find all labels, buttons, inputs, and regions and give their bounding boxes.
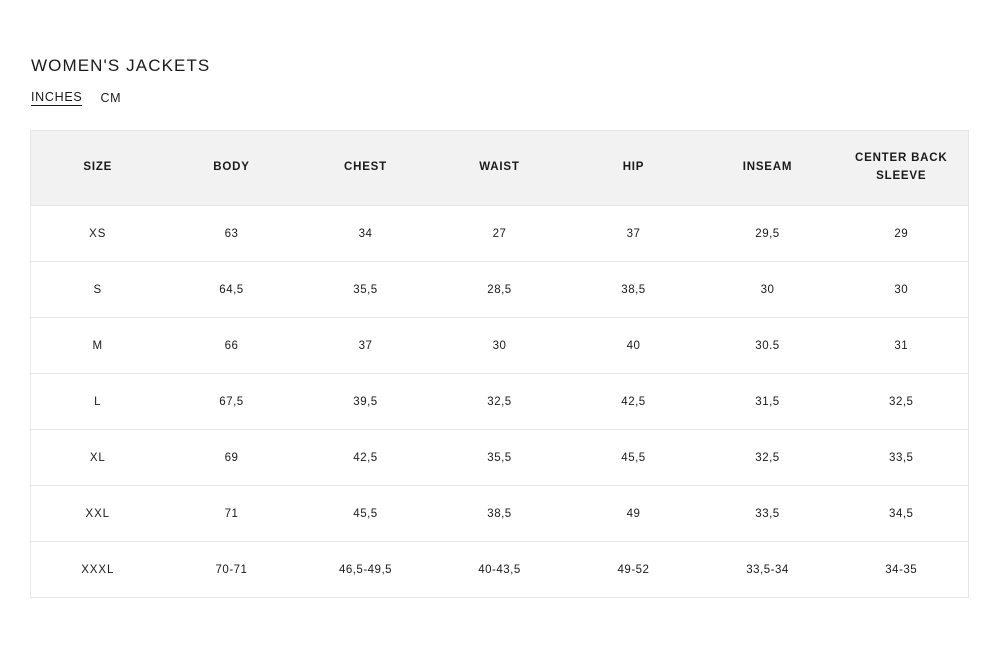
- table-row: [31, 374, 969, 430]
- column-header-body: BODY: [165, 131, 299, 206]
- cell-body: 71: [165, 486, 299, 542]
- cell-waist: 38,5: [433, 486, 567, 542]
- unit-option-cm[interactable]: CM: [100, 90, 122, 105]
- cell-body: 66: [165, 318, 299, 374]
- cell-size: XXL: [31, 486, 165, 542]
- cell-inseam: 32,5: [701, 430, 835, 486]
- table-row: [31, 262, 969, 318]
- cell-sleeve: 29: [835, 206, 969, 262]
- cell-body: 70-71: [165, 542, 299, 598]
- cell-hip: 49-52: [567, 542, 701, 598]
- cell-waist: 40-43,5: [433, 542, 567, 598]
- table-row: [31, 542, 969, 598]
- cell-hip: 40: [567, 318, 701, 374]
- column-header-waist: WAIST: [433, 131, 567, 206]
- cell-body: 64,5: [165, 262, 299, 318]
- cell-chest: 45,5: [299, 486, 433, 542]
- cell-inseam: 31,5: [701, 374, 835, 430]
- cell-sleeve: 31: [835, 318, 969, 374]
- cell-sleeve: 33,5: [835, 430, 969, 486]
- cell-inseam: 33,5: [701, 486, 835, 542]
- cell-waist: 30: [433, 318, 567, 374]
- cell-sleeve: 32,5: [835, 374, 969, 430]
- cell-hip: 49: [567, 486, 701, 542]
- column-header-size: SIZE: [31, 131, 165, 206]
- table-row: [31, 430, 969, 486]
- cell-size: M: [31, 318, 165, 374]
- cell-size: XS: [31, 206, 165, 262]
- cell-waist: 35,5: [433, 430, 567, 486]
- table-body: [31, 206, 969, 598]
- cell-waist: 32,5: [433, 374, 567, 430]
- column-header-chest: CHEST: [299, 131, 433, 206]
- table-header-row: [31, 131, 969, 206]
- table-row: [31, 206, 969, 262]
- cell-chest: 42,5: [299, 430, 433, 486]
- cell-size: L: [31, 374, 165, 430]
- column-header-center-back-sleeve: CENTER BACK SLEEVE: [835, 131, 969, 206]
- cell-hip: 38,5: [567, 262, 701, 318]
- cell-size: XL: [31, 430, 165, 486]
- cell-inseam: 30: [701, 262, 835, 318]
- unit-toggle: [31, 90, 970, 106]
- column-header-inseam: INSEAM: [701, 131, 835, 206]
- cell-chest: 34: [299, 206, 433, 262]
- cell-sleeve: 34-35: [835, 542, 969, 598]
- cell-inseam: 29,5: [701, 206, 835, 262]
- page-title: WOMEN'S JACKETS: [31, 56, 211, 75]
- cell-size: S: [31, 262, 165, 318]
- table-header: [31, 131, 969, 206]
- cell-waist: 27: [433, 206, 567, 262]
- table-row: [31, 486, 969, 542]
- cell-body: 63: [165, 206, 299, 262]
- cell-waist: 28,5: [433, 262, 567, 318]
- cell-hip: 42,5: [567, 374, 701, 430]
- cell-chest: 37: [299, 318, 433, 374]
- size-chart-table: [30, 130, 969, 598]
- cell-hip: 45,5: [567, 430, 701, 486]
- column-header-hip: HIP: [567, 131, 701, 206]
- cell-inseam: 33,5-34: [701, 542, 835, 598]
- cell-chest: 46,5-49,5: [299, 542, 433, 598]
- unit-option-inches[interactable]: INCHES: [31, 90, 83, 104]
- cell-chest: 39,5: [299, 374, 433, 430]
- cell-size: XXXL: [31, 542, 165, 598]
- cell-sleeve: 34,5: [835, 486, 969, 542]
- cell-body: 69: [165, 430, 299, 486]
- cell-sleeve: 30: [835, 262, 969, 318]
- table-row: [31, 318, 969, 374]
- cell-hip: 37: [567, 206, 701, 262]
- cell-body: 67,5: [165, 374, 299, 430]
- cell-chest: 35,5: [299, 262, 433, 318]
- cell-inseam: 30.5: [701, 318, 835, 374]
